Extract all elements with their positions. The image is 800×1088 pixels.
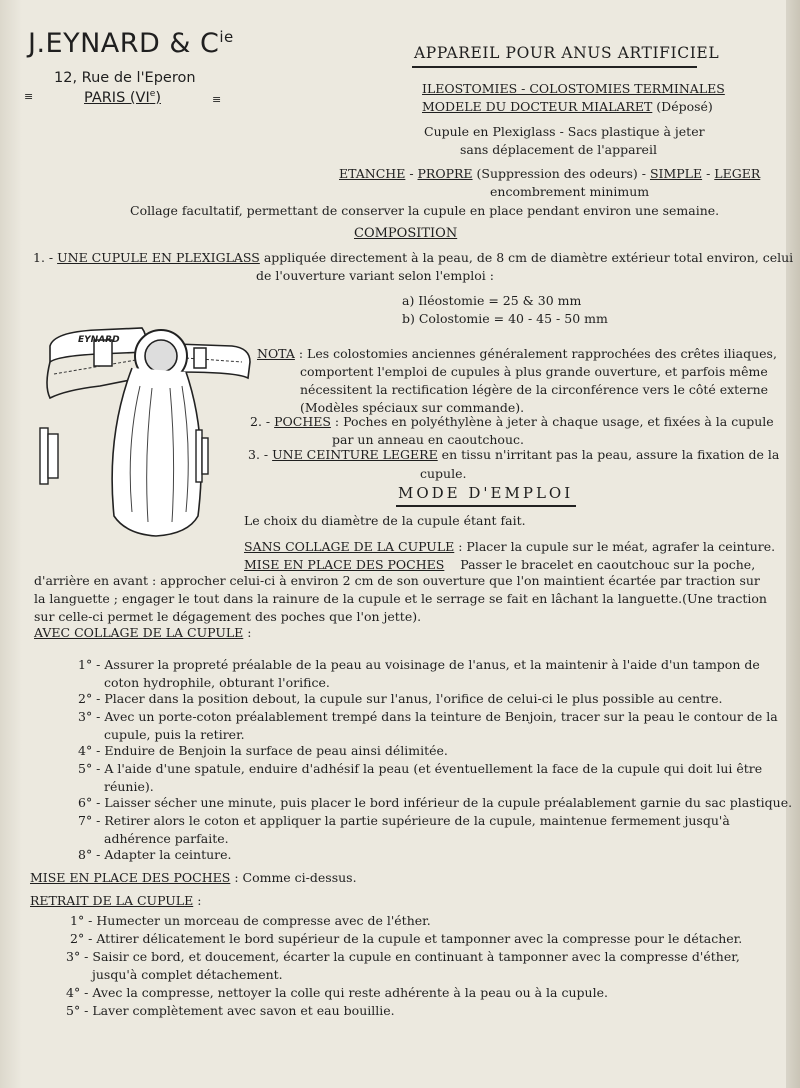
sans-collage-line-4: la languette ; engager le tout dans la rainure de la cupule et le serrage se fait en lâchant la languette.(Une traction — [34, 591, 767, 606]
mise-en-place-line: MISE EN PLACE DES POCHES : Comme ci-dessus. — [30, 870, 357, 885]
retrait-step-1: 1° - Humecter un morceau de compresse avec de l'éther. — [70, 913, 431, 928]
decorative-bars-right: ≡ — [212, 93, 221, 106]
subtitle-modele: MODELE DU DOCTEUR MIALARET (Déposé) — [422, 99, 713, 114]
avec-collage-step-1: 1° - Assurer la propreté préalable de la peau au voisinage de l'anus, et la maintenir à l'aide d'un tampon de — [78, 657, 760, 672]
composition-item-3: 3. - UNE CEINTURE LEGERE en tissu n'irritant pas la peau, assure la fixation de la — [248, 447, 780, 462]
avec-collage-step-5: 5° - A l'aide d'une spatule, enduire d'adhésif la peau (et éventuellement la face de la cupule qui doit lui être — [78, 761, 763, 776]
retrait-heading: RETRAIT DE LA CUPULE : — [30, 893, 202, 908]
mode-intro: Le choix du diamètre de la cupule étant fait. — [244, 513, 526, 528]
sans-collage-line-3: d'arrière en avant : approcher celui-ci à environ 2 cm de son ouverture que l'on maintient écartée par traction sur — [34, 573, 760, 588]
document-title: APPAREIL POUR ANUS ARTIFICIEL — [414, 44, 720, 62]
sans-collage-line-2: MISE EN PLACE DES POCHES Passer le bracelet en caoutchouc sur la poche, — [244, 557, 756, 572]
sans-collage-line-1: SANS COLLAGE DE LA CUPULE : Placer la cupule sur le méat, agrafer la ceinture. — [244, 539, 776, 554]
avec-collage-step-7: 7° - Retirer alors le coton et appliquer la partie supérieure de la cupule, maintenue fermement jusqu'à — [78, 813, 730, 828]
composition-item-1-a: a) Iléostomie = 25 & 30 mm — [402, 293, 582, 308]
composition-item-2-line-2: par un anneau en caoutchouc. — [332, 432, 524, 447]
avec-collage-step-3: 3° - Avec un porte-coton préalablement trempé dans la teinture de Benjoin, tracer sur la peau le contour de la — [78, 709, 778, 724]
page-left-edge — [0, 0, 22, 1088]
mode-emploi-underline — [396, 505, 576, 507]
retrait-step-2: 2° - Attirer délicatement le bord supérieur de la cupule et tamponner avec la compresse pour le détacher. — [70, 931, 743, 946]
nota-line-2: comportent l'emploi de cupules à plus grande ouverture, et parfois même — [300, 364, 768, 379]
appliance-illustration — [36, 316, 264, 538]
sans-collage-line-5: sur celle-ci permet le dégagement des poches que l'on jette). — [34, 609, 422, 624]
nota-line-1: NOTA : Les colostomies anciennes généralement rapprochées des crêtes iliaques, — [257, 346, 777, 361]
features-line: ETANCHE - PROPRE (Suppression des odeurs) - SIMPLE - LEGER — [339, 166, 761, 181]
title-underline — [412, 66, 697, 68]
composition-item-1-line-2: de l'ouverture variant selon l'emploi : — [256, 268, 494, 283]
nota-line-3: nécessitent la rectification légère de la circonférence vers le côté externe — [300, 382, 769, 397]
avec-collage-step-7-line-2: adhérence parfaite. — [104, 831, 229, 846]
retrait-step-3: 3° - Saisir ce bord, et doucement, écarter la cupule en continuant à tamponner avec la compresse d'éther, — [66, 949, 740, 964]
retrait-step-3-line-2: jusqu'à complet détachement. — [92, 967, 283, 982]
illustration-brand-label: EYNARD — [78, 335, 120, 345]
avec-collage-step-3-line-2: cupule, puis la retirer. — [104, 727, 245, 742]
avec-collage-step-2: 2° - Placer dans la position debout, la cupule sur l'anus, l'orifice de celui-ci le plus possible au centre. — [78, 691, 723, 706]
decorative-bars-left: ≡ — [24, 90, 33, 103]
composition-item-3-line-2: cupule. — [420, 466, 467, 481]
subtitle-ileostomies: ILEOSTOMIES - COLOSTOMIES TERMINALES — [422, 81, 725, 96]
avec-collage-heading: AVEC COLLAGE DE LA CUPULE : — [34, 625, 252, 640]
description-line-2: sans déplacement de l'appareil — [460, 142, 657, 157]
retrait-step-4: 4° - Avec la compresse, nettoyer la colle qui reste adhérente à la peau ou à la cupule. — [66, 985, 608, 1000]
company-address: 12, Rue de l'Eperon — [54, 70, 196, 86]
composition-item-1-b: b) Colostomie = 40 - 45 - 50 mm — [402, 311, 608, 326]
nota-line-4: (Modèles spéciaux sur commande). — [300, 400, 525, 415]
avec-collage-step-5-line-2: réunie). — [104, 779, 154, 794]
avec-collage-step-4: 4° - Enduire de Benjoin la surface de peau ainsi délimitée. — [78, 743, 448, 758]
features-line-2: encombrement minimum — [490, 184, 650, 199]
avec-collage-step-6: 6° - Laisser sécher une minute, puis placer le bord inférieur de la cupule préalablement garnie du sac plastique. — [78, 795, 793, 810]
avec-collage-step-1-line-2: coton hydrophile, obturant l'orifice. — [104, 675, 330, 690]
retrait-step-5: 5° - Laver complètement avec savon et eau bouillie. — [66, 1003, 395, 1018]
company-city: PARIS (VIe) — [84, 89, 161, 106]
company-name: J.EYNARD & $C^{ie}$ — [28, 28, 234, 59]
page-right-edge — [786, 0, 800, 1088]
avec-collage-step-8: 8° - Adapter la ceinture. — [78, 847, 232, 862]
description-line-1: Cupule en Plexiglass - Sacs plastique à jeter — [424, 124, 705, 139]
composition-heading: COMPOSITION — [354, 226, 458, 241]
composition-item-2: 2. - POCHES : Poches en polyéthylène à jeter à chaque usage, et fixées à la cupule — [250, 414, 774, 429]
collage-facultatif: Collage facultatif, permettant de conserver la cupule en place pendant environ une semaine. — [130, 203, 720, 218]
composition-item-1: 1. - UNE CUPULE EN PLEXIGLASS appliquée directement à la peau, de 8 cm de diamètre extérieur total environ, celui — [33, 250, 794, 265]
mode-emploi-heading: MODE D'EMPLOI — [398, 484, 574, 502]
